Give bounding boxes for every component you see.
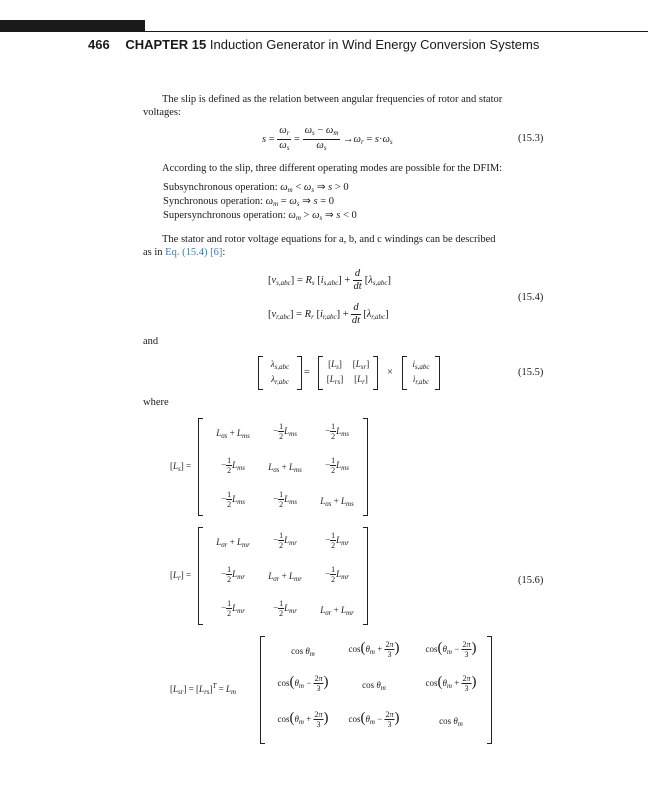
page-number: 466 bbox=[88, 37, 110, 52]
running-header bbox=[88, 37, 539, 52]
ls-label: $[L_s]$ = bbox=[170, 461, 192, 473]
current-vector: $i_{s,abc}$ $i_{r,abc}$ bbox=[402, 356, 440, 390]
header-bar bbox=[0, 20, 145, 32]
rotor-inductance-matrix: $L_{\sigma r} + L_{mr}$ − $\frac{1}{2}$ $L_{mr}$ − $\frac{1}{2}$ $L_{mr}$ − $\frac{1}{2}$ $L_{mr}$ $L_{\sigma r} + L_{mr}$ − $\frac{1}{2}$ $L_{mr}$ − $\frac{1}{2}$ $L_{mr}$ − $\frac{1}{2}$ $L_{mr}$ $L_{\sigma r} + L_{mr}$ bbox=[198, 527, 368, 625]
chapter-title: Induction Generator in Wind Energy Conversion Systems bbox=[209, 37, 540, 52]
slip-paragraph-line1: The slip is defined as the relation between angular frequencies of rotor and stator bbox=[162, 94, 503, 105]
stator-inductance-matrix: $L_{\sigma s} + L_{ms}$ − $\frac{1}{2}$ $L_{ms}$ − $\frac{1}{2}$ $L_{ms}$ − $\frac{1}{2}$ $L_{ms}$ $L_{\sigma s} + L_{ms}$ − $\frac{1}{2}$ $L_{ms}$ − $\frac{1}{2}$ $L_{ms}$ − $\frac{1}{2}$ $L_{ms}$ $L_{\sigma s} + L_{ms}$ bbox=[198, 418, 368, 516]
voltage-paragraph-line1: The stator and rotor voltage equations for a, b, and c windings can be described bbox=[162, 234, 496, 245]
equation-number-15-5: (15.5) bbox=[518, 367, 544, 378]
header-rule bbox=[145, 31, 648, 32]
stator-voltage-equation: $[v_{s,abc}] = R_s$ $[i_{s,abc}]$ + $\frac{d}{dt}$ $[\lambda_{s,abc}]$ bbox=[268, 268, 391, 292]
slip-paragraph-line2: voltages: bbox=[143, 107, 181, 118]
inductance-block-matrix: $[L_s]$ $[L_{sr}]$ $[L_{rs}]$ $[L_r]$ bbox=[318, 356, 378, 390]
and-label: and bbox=[143, 336, 159, 347]
lsr-label: $[L_{sr}] = [L_{rs}]^T = L_m$ bbox=[170, 682, 237, 696]
equals-sign: = bbox=[304, 367, 310, 378]
rotor-voltage-equation: $[v_{r,abc}] = R_r$ $[i_{r,abc}]$ + $\frac{d}{dt}$ $[\lambda_{r,abc}]$ bbox=[268, 302, 389, 326]
reference-link[interactable]: [6] bbox=[210, 247, 223, 258]
voltage-paragraph-line2: as in Eq. (15.4) [6]: bbox=[143, 247, 226, 258]
equation-15-3: s = $\frac{\omega_r}{\omega_s}$ = $\frac{\omega_s - \omega_m}{\omega_s}$ $\to\omega_r = s\cdot\omega_s$ bbox=[262, 125, 393, 152]
mode-supersynchronous: Supersynchronous operation: $\omega_m > \omega_s$ ⇒ s < 0 bbox=[163, 210, 357, 222]
chapter-label: CHAPTER 15 bbox=[125, 37, 207, 52]
mutual-inductance-matrix: $\cos \theta_m$ $\cos(\theta_m$ + $\frac{2\pi}{3}$ ) $\cos(\theta_m$ − $\frac{2\pi}{3}$ ) $\cos(\theta_m$ − $\frac{2\pi}{3}$ ) $\cos \theta_m$ $\cos(\theta_m$ + $\frac{2\pi}{3}$ ) $\cos(\theta_m$ + $\frac{2\pi}{3}$ ) $\cos(\theta_m$ − $\frac{2\pi}{3}$ ) $\cos \theta_m$ bbox=[260, 636, 492, 744]
flux-vector: $\lambda_{s,abc}$ $\lambda_{r,abc}$ bbox=[258, 356, 302, 390]
equation-number-15-3: (15.3) bbox=[518, 133, 544, 144]
mode-subsynchronous: Subsynchronous operation: $\omega_m < \omega_s$ ⇒ s > 0 bbox=[163, 182, 349, 194]
modes-intro: According to the slip, three different operating modes are possible for the DFIM: bbox=[162, 163, 503, 174]
equation-number-15-6: (15.6) bbox=[518, 575, 544, 586]
lr-label: $[L_r]$ = bbox=[170, 570, 192, 582]
times-sign: × bbox=[387, 367, 393, 378]
equation-link[interactable]: Eq. (15.4) bbox=[165, 247, 208, 258]
where-label: where bbox=[143, 397, 169, 408]
equation-number-15-4: (15.4) bbox=[518, 292, 544, 303]
mode-synchronous: Synchronous operation: $\omega_m = \omega_s$ ⇒ s = 0 bbox=[163, 196, 335, 208]
